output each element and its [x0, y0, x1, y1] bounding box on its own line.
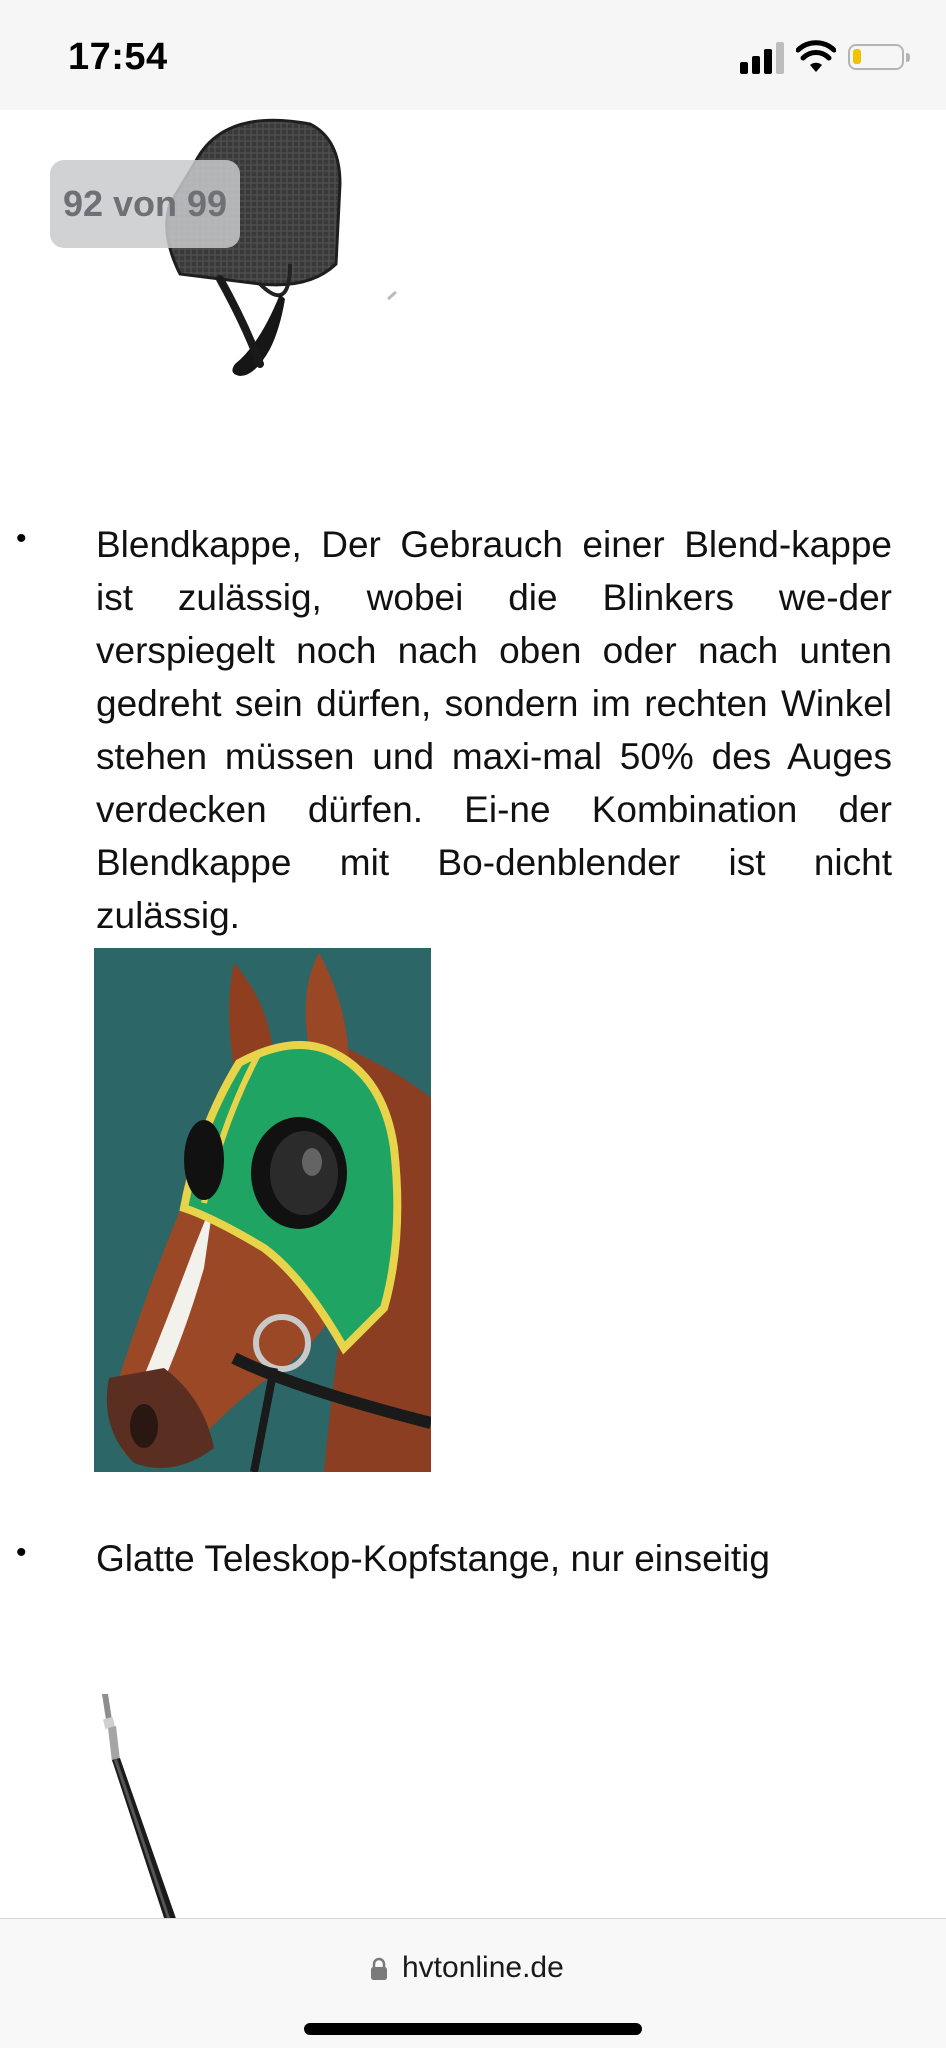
status-time: 17:54 [68, 36, 168, 78]
cellular-signal-icon [740, 42, 786, 74]
status-bar [0, 0, 946, 110]
list-item-blendkappe-text: Blendkappe, Der Gebrauch einer Blend-kappe ist zulässig, wobei die Blinkers we-der verspiegelt noch nach oben oder nach unten gedreht sein dürfen, sondern im rechten Winkel stehen müssen und maxi-mal 50% des Auges verdecken dürfen. Ei-ne Kombination der Blendkappe mit Bo-denblender ist nicht zulässig. [96, 524, 892, 936]
document-content[interactable] [0, 110, 946, 1918]
battery-level-fill [853, 49, 861, 64]
browser-address-bar[interactable] [0, 1918, 946, 2048]
wifi-icon [796, 40, 836, 74]
telescopic-head-pole-image [90, 1690, 210, 1918]
battery-icon [848, 44, 904, 70]
list-item-kopfstange-text: Glatte Teleskop-Kopfstange, nur einseitig [96, 1538, 770, 1579]
horse-hood-photo [94, 948, 431, 1472]
lock-icon [370, 1957, 388, 1981]
horse-hood-illustration [94, 948, 431, 1472]
ear-hood-image [140, 114, 420, 394]
url-text[interactable]: hvtonline.de [402, 1951, 564, 1984]
page-counter: 92 von 99 [50, 160, 240, 248]
bullet-marker: • [16, 522, 27, 555]
home-indicator[interactable] [304, 2023, 642, 2035]
bullet-marker: • [16, 1536, 27, 1569]
